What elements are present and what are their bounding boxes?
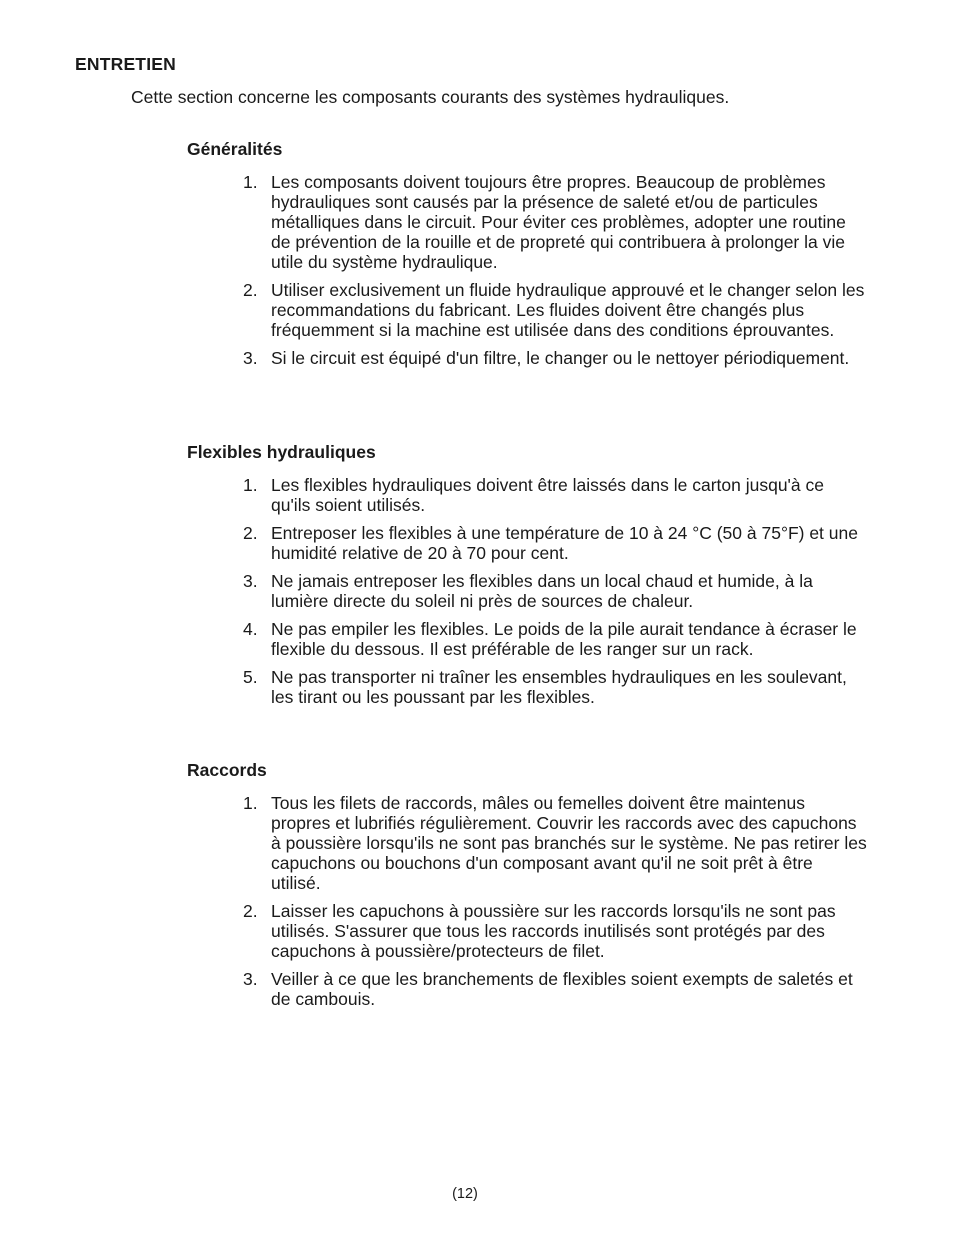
item-text: Entreposer les flexibles à une température de 10 à 24 °C (50 à 75°F) et une humidité relative de 20 à 70 pour cent. (271, 523, 858, 563)
item-text: Si le circuit est équipé d'un filtre, le changer ou le nettoyer périodiquement. (271, 348, 850, 368)
section-flexibles (187, 442, 867, 715)
list-item (187, 901, 867, 961)
list-item (187, 348, 867, 368)
item-number: 1. (243, 172, 258, 192)
item-number: 4. (243, 619, 258, 639)
list-item (187, 280, 867, 340)
item-number: 2. (243, 280, 258, 300)
page-number: (12) (452, 1186, 478, 1202)
item-number: 1. (243, 793, 258, 813)
item-text: Les composants doivent toujours être propres. Beaucoup de problèmes hydrauliques sont causés par la présence de saleté et/ou de particules métalliques dans le circuit. Pour éviter ces problèmes, adopter une routine de prévention de la rouille et de propreté qui contribuera à prolonger la vie utile du système hydraulique. (271, 172, 846, 272)
section-generalites (187, 139, 867, 376)
list-item (187, 571, 867, 611)
item-number: 3. (243, 348, 258, 368)
item-text: Ne pas transporter ni traîner les ensembles hydrauliques en les soulevant, les tirant ou les poussant par les flexibles. (271, 667, 847, 707)
section-raccords (187, 760, 867, 1017)
list-item (187, 172, 867, 272)
item-number: 2. (243, 523, 258, 543)
item-number: 1. (243, 475, 258, 495)
item-text: Ne jamais entreposer les flexibles dans un local chaud et humide, à la lumière directe du soleil ni près de sources de chaleur. (271, 571, 813, 611)
item-number: 3. (243, 571, 258, 591)
numbered-list (187, 475, 867, 707)
item-number: 5. (243, 667, 258, 687)
intro-paragraph: Cette section concerne les composants courants des systèmes hydrauliques. (131, 87, 730, 107)
section-title: Généralités (187, 139, 283, 159)
item-text: Ne pas empiler les flexibles. Le poids de la pile aurait tendance à écraser le flexible du dessous. Il est préférable de les ranger sur un rack. (271, 619, 857, 659)
numbered-list (187, 172, 867, 368)
item-text: Les flexibles hydrauliques doivent être laissés dans le carton jusqu'à ce qu'ils soient utilisés. (271, 475, 824, 515)
item-text: Laisser les capuchons à poussière sur les raccords lorsqu'ils ne sont pas utilisés. S'assurer que tous les raccords inutilisés sont protégés par des capuchons à poussière/protecteurs de filet. (271, 901, 836, 961)
list-item (187, 523, 867, 563)
item-text: Veiller à ce que les branchements de flexibles soient exempts de saletés et de cambouis. (271, 969, 853, 1009)
item-number: 2. (243, 901, 258, 921)
section-title: Flexibles hydrauliques (187, 442, 376, 462)
item-text: Tous les filets de raccords, mâles ou femelles doivent être maintenus propres et lubrifiés régulièrement. Couvrir les raccords avec des capuchons à poussière lorsqu'ils ne sont pas branchés sur le système. Ne pas retirer les capuchons ou bouchons d'un composant avant qu'il ne soit prêt à être utilisé. (271, 793, 867, 893)
list-item (187, 969, 867, 1009)
list-item (187, 667, 867, 707)
list-item (187, 475, 867, 515)
list-item (187, 619, 867, 659)
section-title: Raccords (187, 760, 267, 780)
page-heading: ENTRETIEN (75, 54, 176, 74)
list-item (187, 793, 867, 893)
numbered-list (187, 793, 867, 1009)
item-number: 3. (243, 969, 258, 989)
item-text: Utiliser exclusivement un fluide hydraulique approuvé et le changer selon les recommandations du fabricant. Les fluides doivent être changés plus fréquemment si la machine est utilisée dans des conditions éprouvantes. (271, 280, 865, 340)
